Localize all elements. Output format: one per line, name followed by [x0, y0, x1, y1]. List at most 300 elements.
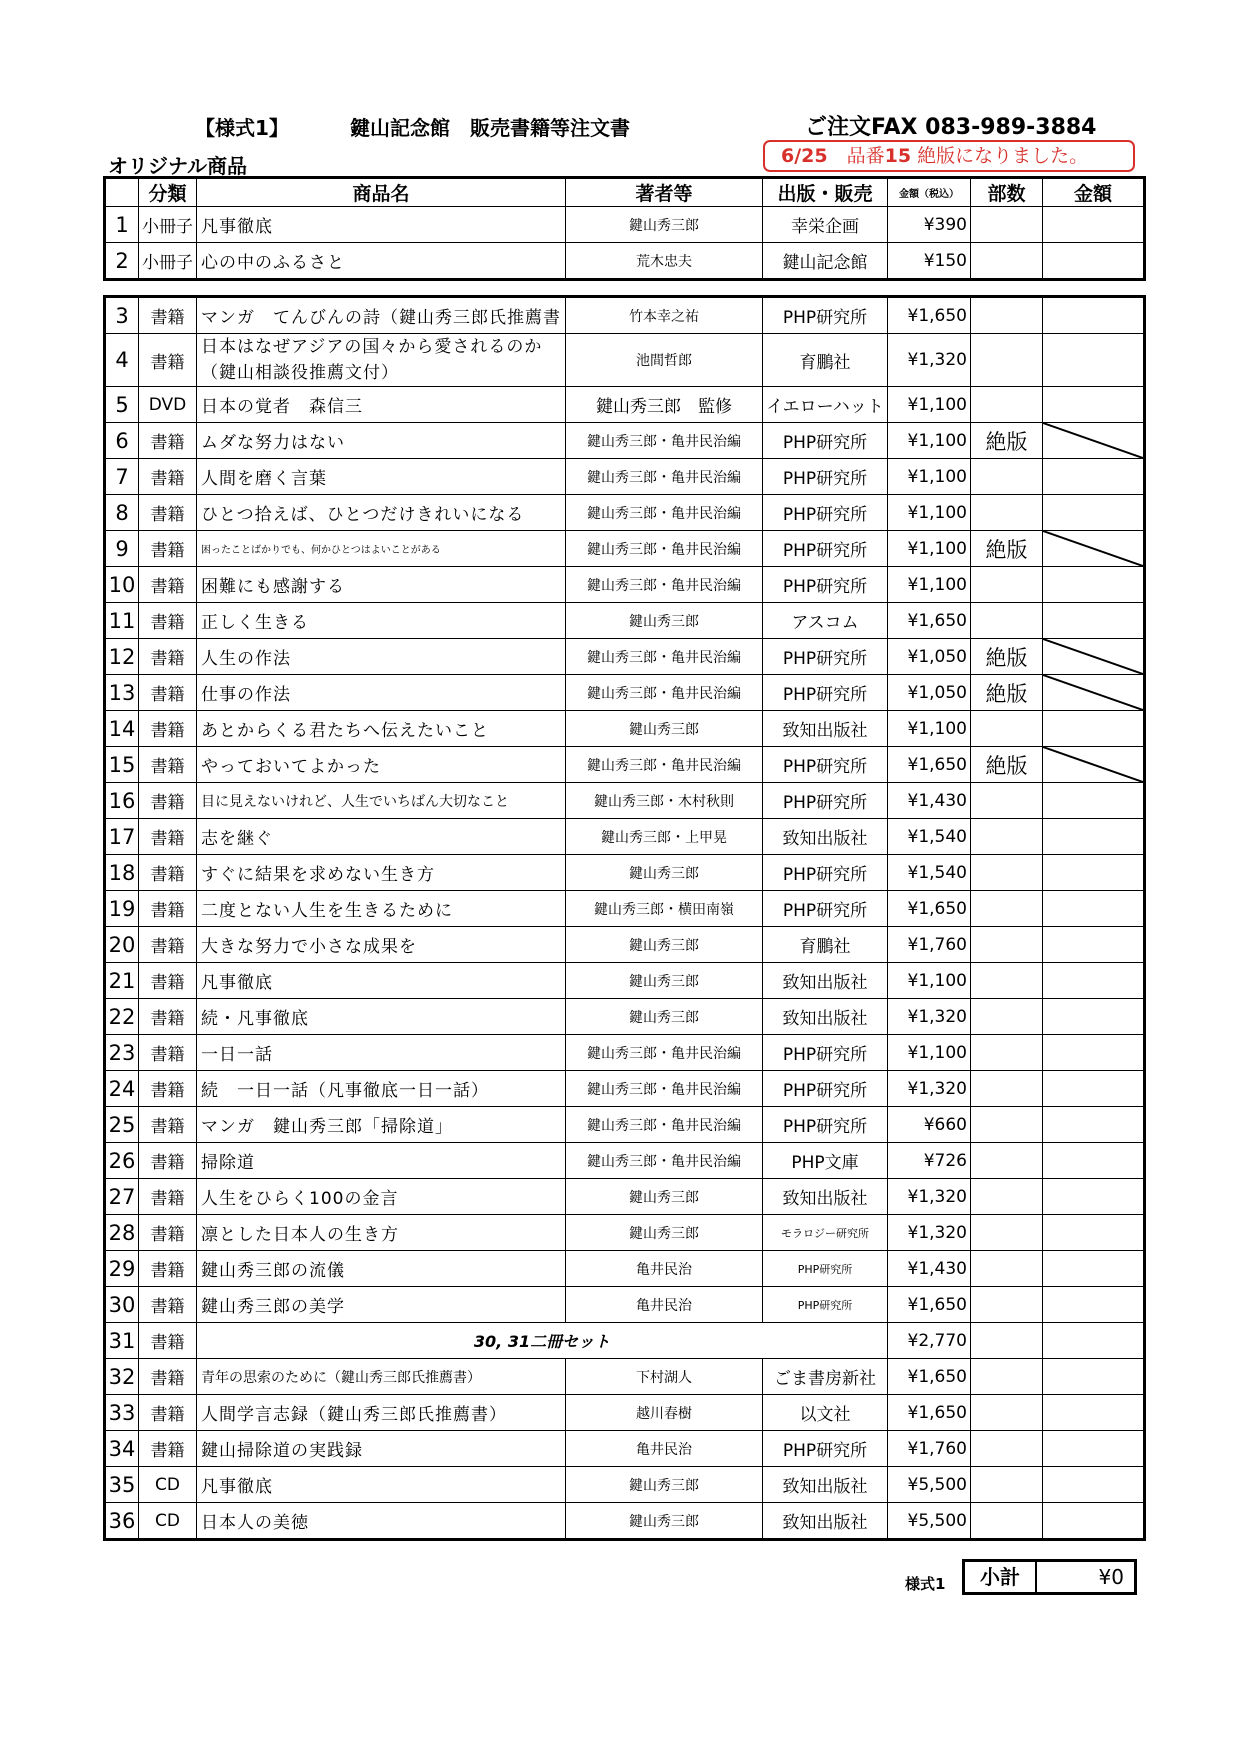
item-publisher: 育鵬社	[763, 927, 888, 963]
table-row	[105, 1359, 1145, 1395]
item-category: 小冊子	[139, 243, 197, 280]
item-name: 青年の思索のために（鍵山秀三郎氏推薦書）	[197, 1359, 566, 1395]
item-number: 35	[105, 1467, 139, 1503]
item-amount	[1043, 747, 1145, 783]
item-author: 鍵山秀三郎・亀井民治編	[566, 567, 763, 603]
item-category: CD	[139, 1467, 197, 1503]
table-row	[105, 1431, 1145, 1467]
item-author: 竹本幸之祐	[566, 297, 763, 334]
out-of-print-notice	[763, 140, 1135, 172]
item-name: あとからくる君たちへ伝えたいこと	[197, 711, 566, 747]
item-qty-input[interactable]	[971, 603, 1043, 639]
item-qty-input[interactable]	[971, 459, 1043, 495]
item-name: 凡事徹底	[197, 963, 566, 999]
item-category: 書籍	[139, 603, 197, 639]
item-name-line1: 日本はなぜアジアの国々から愛されるのか	[201, 337, 543, 357]
item-qty-input[interactable]	[971, 1107, 1043, 1143]
item-qty-input[interactable]	[971, 387, 1043, 423]
item-author: 鍵山秀三郎	[566, 1503, 763, 1540]
table-row	[105, 783, 1145, 819]
item-amount	[1043, 1467, 1145, 1503]
item-publisher: PHP研究所	[763, 1251, 888, 1287]
item-author: 鍵山秀三郎	[566, 1179, 763, 1215]
item-publisher: PHP研究所	[763, 855, 888, 891]
item-number: 7	[105, 459, 139, 495]
item-category: 書籍	[139, 819, 197, 855]
item-price: ¥1,430	[888, 1251, 971, 1287]
item-price: ¥1,100	[888, 711, 971, 747]
item-number: 14	[105, 711, 139, 747]
item-publisher: 以文社	[763, 1395, 888, 1431]
item-price: ¥1,760	[888, 927, 971, 963]
item-category: CD	[139, 1503, 197, 1540]
item-amount	[1043, 423, 1145, 459]
item-category: 書籍	[139, 1395, 197, 1431]
item-price: ¥2,770	[888, 1323, 971, 1359]
item-number: 30	[105, 1287, 139, 1323]
item-author: 鍵山秀三郎・亀井民治編	[566, 1107, 763, 1143]
item-qty-input[interactable]	[971, 1035, 1043, 1071]
item-author: 越川春樹	[566, 1395, 763, 1431]
item-name: ムダな努力はない	[197, 423, 566, 459]
item-number: 28	[105, 1215, 139, 1251]
item-publisher: PHP研究所	[763, 1035, 888, 1071]
item-name: 困難にも感謝する	[197, 567, 566, 603]
item-price: ¥1,650	[888, 297, 971, 334]
item-qty-input[interactable]	[971, 711, 1043, 747]
item-publisher: PHP研究所	[763, 297, 888, 334]
item-price: ¥150	[888, 243, 971, 280]
item-category: 書籍	[139, 855, 197, 891]
item-price: ¥1,100	[888, 963, 971, 999]
item-author: 鍵山秀三郎・亀井民治編	[566, 639, 763, 675]
item-number: 2	[105, 243, 139, 280]
item-category: 書籍	[139, 891, 197, 927]
item-name: 鍵山秀三郎の流儀	[197, 1251, 566, 1287]
item-category: 書籍	[139, 1359, 197, 1395]
item-name: 続 一日一話（凡事徹底一日一話）	[197, 1071, 566, 1107]
item-category: DVD	[139, 387, 197, 423]
item-qty-input[interactable]	[971, 1071, 1043, 1107]
item-name: 仕事の作法	[197, 675, 566, 711]
item-publisher: 致知出版社	[763, 819, 888, 855]
item-category: 書籍	[139, 999, 197, 1035]
item-name: 困ったことばかりでも、何かひとつはよいことがある	[197, 531, 566, 567]
item-publisher: PHP研究所	[763, 675, 888, 711]
item-number: 11	[105, 603, 139, 639]
item-qty-input[interactable]	[971, 1287, 1043, 1323]
table-row	[105, 1251, 1145, 1287]
item-author: 鍵山秀三郎・亀井民治編	[566, 531, 763, 567]
item-number: 20	[105, 927, 139, 963]
table-row	[105, 1215, 1145, 1251]
item-qty-input[interactable]	[971, 1251, 1043, 1287]
item-price: ¥660	[888, 1107, 971, 1143]
item-qty-input[interactable]	[971, 567, 1043, 603]
item-amount	[1043, 387, 1145, 423]
item-category: 書籍	[139, 1323, 197, 1359]
item-author: 亀井民治	[566, 1431, 763, 1467]
item-number: 12	[105, 639, 139, 675]
item-amount	[1043, 603, 1145, 639]
item-publisher: PHP研究所	[763, 1107, 888, 1143]
item-name: 一日一話	[197, 1035, 566, 1071]
item-number: 25	[105, 1107, 139, 1143]
item-publisher: 致知出版社	[763, 1179, 888, 1215]
item-amount	[1043, 891, 1145, 927]
item-publisher: イエローハット	[763, 387, 888, 423]
item-author: 鍵山秀三郎・亀井民治編	[566, 1035, 763, 1071]
item-amount	[1043, 1215, 1145, 1251]
item-category: 書籍	[139, 1179, 197, 1215]
item-qty-input[interactable]	[971, 1323, 1043, 1359]
item-amount	[1043, 1035, 1145, 1071]
item-number: 24	[105, 1071, 139, 1107]
item-publisher: 致知出版社	[763, 963, 888, 999]
item-author: 鍵山秀三郎・横田南嶺	[566, 891, 763, 927]
item-amount	[1043, 639, 1145, 675]
item-qty-input[interactable]	[971, 819, 1043, 855]
item-qty-input[interactable]	[971, 1395, 1043, 1431]
header-author: 著者等	[566, 178, 763, 207]
item-number: 8	[105, 495, 139, 531]
item-author: 鍵山秀三郎	[566, 603, 763, 639]
table-row	[105, 639, 1145, 675]
item-author: 亀井民治	[566, 1251, 763, 1287]
item-price: ¥1,100	[888, 495, 971, 531]
item-category: 書籍	[139, 1431, 197, 1467]
item-amount	[1043, 1071, 1145, 1107]
item-price: ¥390	[888, 207, 971, 243]
item-number: 18	[105, 855, 139, 891]
item-publisher: PHP研究所	[763, 783, 888, 819]
item-category: 書籍	[139, 531, 197, 567]
item-author: 鍵山秀三郎・亀井民治編	[566, 423, 763, 459]
item-price: ¥1,100	[888, 387, 971, 423]
item-category: 小冊子	[139, 207, 197, 243]
item-price: ¥1,430	[888, 783, 971, 819]
item-amount	[1043, 819, 1145, 855]
item-publisher: 致知出版社	[763, 999, 888, 1035]
item-amount	[1043, 1143, 1145, 1179]
table-row	[105, 1071, 1145, 1107]
item-name: 志を継ぐ	[197, 819, 566, 855]
header-qty: 部数	[971, 178, 1043, 207]
item-category: 書籍	[139, 711, 197, 747]
table-row	[105, 927, 1145, 963]
item-name: 二度とない人生を生きるために	[197, 891, 566, 927]
header-category: 分類	[139, 178, 197, 207]
item-qty-input[interactable]	[971, 783, 1043, 819]
table-row	[105, 1467, 1145, 1503]
item-price: ¥1,320	[888, 1215, 971, 1251]
out-of-print-slash	[1043, 675, 1143, 710]
table-row	[105, 459, 1145, 495]
item-name: 掃除道	[197, 1143, 566, 1179]
item-number: 26	[105, 1143, 139, 1179]
table-row	[105, 999, 1145, 1035]
item-author: 鍵山秀三郎	[566, 711, 763, 747]
table-row	[105, 711, 1145, 747]
item-qty-input[interactable]	[971, 207, 1043, 243]
item-price: ¥1,100	[888, 459, 971, 495]
item-amount	[1043, 207, 1145, 243]
item-publisher: PHP研究所	[763, 1071, 888, 1107]
item-price: ¥1,650	[888, 1359, 971, 1395]
item-amount	[1043, 711, 1145, 747]
item-publisher: PHP研究所	[763, 1287, 888, 1323]
item-set-name: 30, 31二冊セット	[197, 1323, 888, 1359]
item-qty-input: 絶版	[971, 675, 1043, 711]
item-publisher: 幸栄企画	[763, 207, 888, 243]
item-qty-input[interactable]	[971, 963, 1043, 999]
item-category: 書籍	[139, 1251, 197, 1287]
item-author: 下村湖人	[566, 1359, 763, 1395]
table-row	[105, 855, 1145, 891]
item-price: ¥1,650	[888, 1287, 971, 1323]
item-number: 33	[105, 1395, 139, 1431]
item-amount	[1043, 243, 1145, 280]
table-row	[105, 423, 1145, 459]
item-amount	[1043, 1251, 1145, 1287]
table-header	[105, 178, 1145, 207]
item-author: 鍵山秀三郎	[566, 927, 763, 963]
item-qty-input[interactable]	[971, 1359, 1043, 1395]
item-publisher: PHP研究所	[763, 639, 888, 675]
table-row	[105, 1287, 1145, 1323]
item-publisher: PHP研究所	[763, 1431, 888, 1467]
item-name: 凛とした日本人の生き方	[197, 1215, 566, 1251]
item-qty-input[interactable]	[971, 999, 1043, 1035]
item-qty-input[interactable]	[971, 495, 1043, 531]
section-title: オリジナル商品	[108, 154, 247, 178]
item-amount	[1043, 459, 1145, 495]
item-name: やっておいてよかった	[197, 747, 566, 783]
item-amount	[1043, 1287, 1145, 1323]
item-number: 13	[105, 675, 139, 711]
item-category: 書籍	[139, 495, 197, 531]
item-amount	[1043, 334, 1145, 387]
item-name: 人間学言志録（鍵山秀三郎氏推薦書）	[197, 1395, 566, 1431]
item-number: 22	[105, 999, 139, 1035]
item-qty-input[interactable]	[971, 243, 1043, 280]
item-number: 15	[105, 747, 139, 783]
item-category: 書籍	[139, 459, 197, 495]
order-table-books	[103, 295, 1146, 1541]
item-name-line2: （鍵山相談役推薦文付）	[201, 363, 399, 383]
table-row	[105, 1323, 1145, 1359]
item-amount	[1043, 1503, 1145, 1540]
table-row	[105, 819, 1145, 855]
item-author: 荒木忠夫	[566, 243, 763, 280]
item-publisher: 鍵山記念館	[763, 243, 888, 280]
item-price: ¥1,100	[888, 531, 971, 567]
item-name: 鍵山秀三郎の美学	[197, 1287, 566, 1323]
notice-item-number: 15	[884, 145, 912, 167]
item-publisher: ごま書房新社	[763, 1359, 888, 1395]
table-row	[105, 1035, 1145, 1071]
item-publisher: 致知出版社	[763, 711, 888, 747]
item-price: ¥1,100	[888, 423, 971, 459]
notice-date: 6/25	[781, 145, 828, 167]
table-row	[105, 1143, 1145, 1179]
table-row	[105, 387, 1145, 423]
item-number: 27	[105, 1179, 139, 1215]
table-row	[105, 495, 1145, 531]
item-category: 書籍	[139, 963, 197, 999]
item-name: 日本の覚者 森信三	[197, 387, 566, 423]
item-number: 1	[105, 207, 139, 243]
header-publisher: 出版・販売	[763, 178, 888, 207]
item-qty-input[interactable]	[971, 855, 1043, 891]
item-amount	[1043, 1179, 1145, 1215]
table-row	[105, 1503, 1145, 1540]
item-name: 日本人の美徳	[197, 1503, 566, 1540]
item-category: 書籍	[139, 334, 197, 387]
item-amount	[1043, 495, 1145, 531]
item-number: 34	[105, 1431, 139, 1467]
item-amount	[1043, 1323, 1145, 1359]
item-name: 人生の作法	[197, 639, 566, 675]
table-row	[105, 963, 1145, 999]
item-amount	[1043, 567, 1145, 603]
item-category: 書籍	[139, 1143, 197, 1179]
item-publisher: PHP研究所	[763, 531, 888, 567]
table-row	[105, 675, 1145, 711]
item-author: 鍵山秀三郎	[566, 999, 763, 1035]
header-price: 金額（税込）	[888, 178, 971, 207]
item-price: ¥5,500	[888, 1503, 971, 1540]
item-amount	[1043, 963, 1145, 999]
item-number: 3	[105, 297, 139, 334]
table-row	[105, 243, 1145, 280]
item-publisher: 致知出版社	[763, 1503, 888, 1540]
item-qty-input[interactable]	[971, 891, 1043, 927]
item-name: 心の中のふるさと	[197, 243, 566, 280]
item-qty-input[interactable]	[971, 297, 1043, 334]
item-author: 鍵山秀三郎 監修	[566, 387, 763, 423]
item-number: 23	[105, 1035, 139, 1071]
item-author: 鍵山秀三郎・亀井民治編	[566, 675, 763, 711]
order-table-booklets	[103, 176, 1146, 281]
item-name: 人生をひらく100の金言	[197, 1179, 566, 1215]
table-row	[105, 1179, 1145, 1215]
item-price: ¥1,320	[888, 334, 971, 387]
subtotal-value[interactable]: ¥0	[1098, 1565, 1124, 1589]
item-number: 29	[105, 1251, 139, 1287]
item-amount	[1043, 1359, 1145, 1395]
item-price: ¥1,050	[888, 639, 971, 675]
item-number: 5	[105, 387, 139, 423]
item-name: 凡事徹底	[197, 207, 566, 243]
item-name: 目に見えないけれど、人生でいちばん大切なこと	[197, 783, 566, 819]
item-publisher: PHP研究所	[763, 459, 888, 495]
fax-number: ご注文FAX 083-989-3884	[805, 115, 1097, 140]
item-number: 17	[105, 819, 139, 855]
item-category: 書籍	[139, 1107, 197, 1143]
item-category: 書籍	[139, 1035, 197, 1071]
item-author: 鍵山秀三郎・亀井民治編	[566, 747, 763, 783]
item-price: ¥1,540	[888, 819, 971, 855]
item-author: 鍵山秀三郎・亀井民治編	[566, 495, 763, 531]
item-name: マンガ てんびんの詩（鍵山秀三郎氏推薦書	[197, 297, 566, 334]
item-publisher: PHP研究所	[763, 423, 888, 459]
item-qty-input[interactable]	[971, 1503, 1043, 1540]
item-qty-input[interactable]	[971, 1179, 1043, 1215]
item-qty-input[interactable]	[971, 334, 1043, 387]
item-amount	[1043, 675, 1145, 711]
item-amount	[1043, 855, 1145, 891]
item-qty-input[interactable]	[971, 927, 1043, 963]
item-number: 9	[105, 531, 139, 567]
out-of-print-slash	[1043, 639, 1143, 674]
item-category: 書籍	[139, 927, 197, 963]
item-amount	[1043, 1431, 1145, 1467]
header-no	[105, 178, 139, 207]
item-qty-input: 絶版	[971, 423, 1043, 459]
table-row	[105, 1107, 1145, 1143]
item-name: 続・凡事徹底	[197, 999, 566, 1035]
item-number: 21	[105, 963, 139, 999]
item-author: 池間哲郎	[566, 334, 763, 387]
item-author: 鍵山秀三郎	[566, 207, 763, 243]
notice-text: 絶版になりました。	[911, 145, 1089, 167]
out-of-print-slash	[1043, 747, 1143, 782]
item-publisher: PHP文庫	[763, 1143, 888, 1179]
item-publisher: アスコム	[763, 603, 888, 639]
subtotal-label: 小計	[965, 1562, 1037, 1592]
item-publisher: PHP研究所	[763, 747, 888, 783]
item-price: ¥5,500	[888, 1467, 971, 1503]
table-row	[105, 1395, 1145, 1431]
item-amount	[1043, 1395, 1145, 1431]
item-author: 鍵山秀三郎・亀井民治編	[566, 459, 763, 495]
item-name: 大きな努力で小さな成果を	[197, 927, 566, 963]
item-category: 書籍	[139, 423, 197, 459]
item-category: 書籍	[139, 747, 197, 783]
item-price: ¥726	[888, 1143, 971, 1179]
item-publisher: PHP研究所	[763, 567, 888, 603]
item-qty-input: 絶版	[971, 531, 1043, 567]
item-amount	[1043, 999, 1145, 1035]
item-price: ¥1,320	[888, 999, 971, 1035]
item-category: 書籍	[139, 1287, 197, 1323]
item-publisher: PHP研究所	[763, 495, 888, 531]
item-number: 10	[105, 567, 139, 603]
item-author: 亀井民治	[566, 1287, 763, 1323]
item-number: 16	[105, 783, 139, 819]
item-price: ¥1,650	[888, 747, 971, 783]
item-name: 凡事徹底	[197, 1467, 566, 1503]
item-category: 書籍	[139, 1215, 197, 1251]
form-label: 【様式1】	[195, 116, 289, 140]
item-category: 書籍	[139, 297, 197, 334]
item-publisher: PHP研究所	[763, 891, 888, 927]
table-row	[105, 747, 1145, 783]
item-qty-input[interactable]	[971, 1431, 1043, 1467]
item-price: ¥1,540	[888, 855, 971, 891]
item-qty-input[interactable]	[971, 1467, 1043, 1503]
document-title: 鍵山記念館 販売書籍等注文書	[350, 116, 630, 140]
item-qty-input[interactable]	[971, 1143, 1043, 1179]
item-qty-input[interactable]	[971, 1215, 1043, 1251]
out-of-print-slash	[1043, 531, 1143, 566]
item-amount	[1043, 297, 1145, 334]
item-author: 鍵山秀三郎・上甲晃	[566, 819, 763, 855]
item-number: 6	[105, 423, 139, 459]
item-price: ¥1,100	[888, 567, 971, 603]
item-category: 書籍	[139, 1071, 197, 1107]
